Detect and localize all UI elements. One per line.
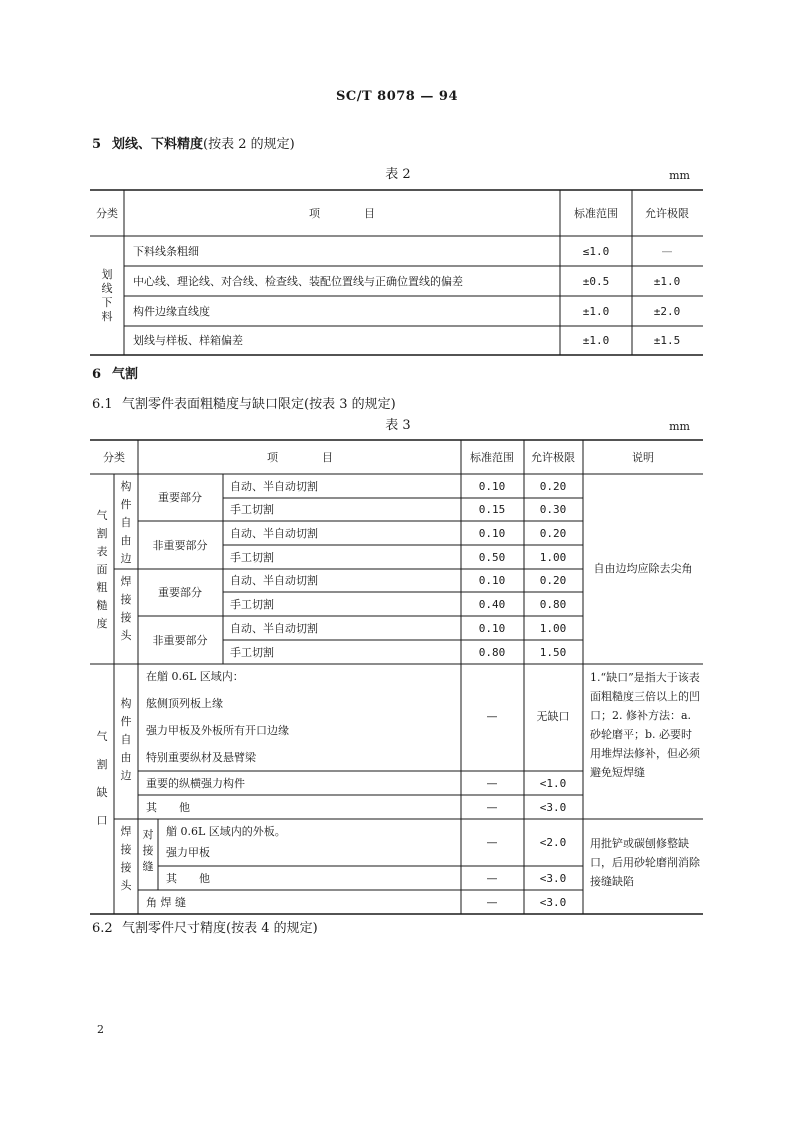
table-2-header-tolerance: 允许极限 (645, 207, 689, 220)
table-3-group-2-label: 气割缺口 (96, 730, 108, 827)
section-6-1-number: 6.1 (92, 397, 113, 412)
table-3-g2-butt-label: 对接缝 (142, 828, 154, 873)
table-2-row-3-standard: ±1.0 (582, 305, 610, 318)
table-2-caption: 表 2 (385, 167, 411, 182)
table-3-g2-lines-standard: — (486, 710, 498, 723)
table-3-g2-butt-other-tolerance: <3.0 (539, 872, 567, 885)
table-3-g1-row-6-tolerance: 0.80 (539, 598, 567, 611)
table-3-g1-non-important-2: 非重要部分 (152, 634, 208, 647)
table-3-caption: 表 3 (385, 418, 411, 433)
table-2-row-2-tolerance: ±1.0 (653, 275, 681, 288)
table-3-g1-row-3-tolerance: 0.20 (539, 527, 567, 540)
table-3-g2-line-2: 舷侧顶列板上缘 (146, 697, 223, 710)
table-3-header-tolerance: 允许极限 (531, 451, 575, 464)
table-3-g1-row-8-tolerance: 1.50 (539, 646, 567, 659)
table-3-g1-row-7-tolerance: 1.00 (539, 622, 567, 635)
table-3-g1-row-2-standard: 0.15 (478, 503, 506, 516)
table-3-g1-row-7-standard: 0.10 (478, 622, 506, 635)
table-3-g1-important-2: 重要部分 (158, 586, 202, 599)
table-3-g1-row-4-item: 手工切割 (230, 551, 274, 564)
table-3-g2-butt-other-standard: — (486, 872, 498, 885)
table-3-g1-row-4-standard: 0.50 (478, 551, 506, 564)
table-3-g2-other-item: 其 他 (146, 801, 190, 814)
table-3-g1-row-6-standard: 0.40 (478, 598, 506, 611)
table-3-g1-row-1-standard: 0.10 (478, 480, 506, 493)
table-3-g2-lines-tolerance: 无缺口 (536, 710, 570, 723)
table-3-g2-other-tolerance: <3.0 (539, 801, 567, 814)
table-3-g2-line-3: 强力甲板及外板所有开口边缘 (146, 724, 289, 737)
section-6-number: 6 (92, 367, 102, 382)
table-2-header-item: 项 目 (309, 207, 375, 220)
table-2-row-1-item: 下料线条粗细 (133, 245, 199, 258)
section-6-2-title: 气割零件尺寸精度(按表 4 的规定) (122, 921, 318, 936)
table-3-g2-fillet-item: 角 焊 缝 (146, 896, 186, 909)
page-number: 2 (97, 1023, 104, 1036)
table-2-row-4-item: 划线与样板、样箱偏差 (133, 334, 243, 347)
table-3-g2-butt-line-2: 强力甲板 (166, 846, 210, 859)
table-3-g2-fillet-tolerance: <3.0 (539, 896, 567, 909)
table-3-g2-butt-standard: — (486, 836, 498, 849)
table-3-g1-important-1: 重要部分 (158, 491, 202, 504)
table-3-g1-row-1-tolerance: 0.20 (539, 480, 567, 493)
table-3-group-1-label: 气割表面粗糙度 (96, 509, 108, 630)
table-3-group-2-sub-2: 焊接接头 (120, 825, 132, 892)
table-2-row-4-standard: ±1.0 (582, 334, 610, 347)
table-3-header-standard: 标准范围 (470, 451, 514, 464)
table-2-row-3-tolerance: ±2.0 (653, 305, 681, 318)
section-6-1-title: 气割零件表面粗糙度与缺口限定(按表 3 的规定) (122, 397, 396, 412)
table-3-g1-row-8-item: 手工切割 (230, 646, 274, 659)
table-3-header-item: 项 目 (267, 451, 333, 464)
table-3-group-1-sub-1: 构件自由边 (120, 480, 132, 565)
table-3-g1-row-1-item: 自动、半自动切割 (230, 480, 318, 493)
table-3-group-2-sub-1: 构件自由边 (120, 697, 132, 782)
table-3-g2-strong-standard: — (486, 777, 498, 790)
document-code: SC/T 8078 — 94 (335, 89, 459, 104)
table-2-unit: mm (669, 169, 690, 182)
table-3-header-remark: 说明 (632, 451, 654, 464)
table-3-g1-row-5-standard: 0.10 (478, 574, 506, 587)
table-3-g1-row-5-tolerance: 0.20 (539, 574, 567, 587)
table-3-g1-non-important-1: 非重要部分 (152, 539, 208, 552)
table-2-row-1-tolerance: — (661, 245, 673, 258)
table-3-g1-row-2-item: 手工切割 (230, 503, 274, 516)
table-2-header-category: 分类 (96, 207, 118, 220)
table-3-g2-remark-2: 用批铲或碳刨修整缺口，后用砂轮磨削消除接缝缺陷 (590, 837, 700, 888)
table-3-g2-line-4: 特别重要纵材及悬臂梁 (146, 751, 256, 764)
table-2-header-standard: 标准范围 (574, 207, 618, 220)
table-3-g2-remark-1: 1.“缺口”是指大于该表面粗糙度三倍以上的凹口；2. 修补方法：a. 砂轮磨平；b. 必要时用堆焊法修补，但必须避免短焊缝 (590, 671, 700, 779)
table-3-g1-row-4-tolerance: 1.00 (539, 551, 567, 564)
table-3-unit: mm (669, 420, 690, 433)
table-3-g2-butt-tolerance: <2.0 (539, 836, 567, 849)
table-2-row-3-item: 构件边缘直线度 (133, 305, 210, 318)
table-3-g2-other-standard: — (486, 801, 498, 814)
table-2-row-4-tolerance: ±1.5 (653, 334, 681, 347)
table-3-g2-strong-tolerance: <1.0 (539, 777, 567, 790)
table-3-g2-butt-other-item: 其 他 (166, 872, 210, 885)
table-3-g1-row-6-item: 手工切割 (230, 598, 274, 611)
table-3-g1-row-3-standard: 0.10 (478, 527, 506, 540)
table-3-g2-butt-line-1: 艏 0.6L 区域内的外板。 (166, 825, 286, 838)
section-6-2-number: 6.2 (92, 921, 113, 936)
table-2-row-2-item: 中心线、理论线、对合线、检查线、装配位置线与正确位置线的偏差 (133, 275, 463, 288)
table-3-g2-strong-item: 重要的纵横强力构件 (146, 777, 245, 790)
table-2-row-1-standard: ≤1.0 (582, 245, 610, 258)
table-3-g1-remark: 自由边均应除去尖角 (593, 562, 693, 575)
table-3-g1-row-2-tolerance: 0.30 (539, 503, 567, 516)
table-3-g1-row-3-item: 自动、半自动切割 (230, 527, 318, 540)
table-3-header-category: 分类 (103, 451, 125, 464)
table-2-category-label: 划线下料 (101, 268, 113, 323)
section-5-title: 划线、下料精度(按表 2 的规定) (112, 137, 295, 152)
section-5-number: 5 (92, 137, 102, 152)
table-3-g1-row-5-item: 自动、半自动切割 (230, 574, 318, 587)
table-3-group-1-sub-2: 焊接接头 (120, 575, 132, 642)
table-3-g1-row-7-item: 自动、半自动切割 (230, 622, 318, 635)
table-3-g2-line-1: 在艏 0.6L 区域内： (146, 670, 244, 683)
table-2-row-2-standard: ±0.5 (582, 275, 610, 288)
table-3-g1-row-8-standard: 0.80 (478, 646, 506, 659)
section-6-title: 气割 (112, 367, 139, 382)
table-3-g2-fillet-standard: — (486, 896, 498, 909)
